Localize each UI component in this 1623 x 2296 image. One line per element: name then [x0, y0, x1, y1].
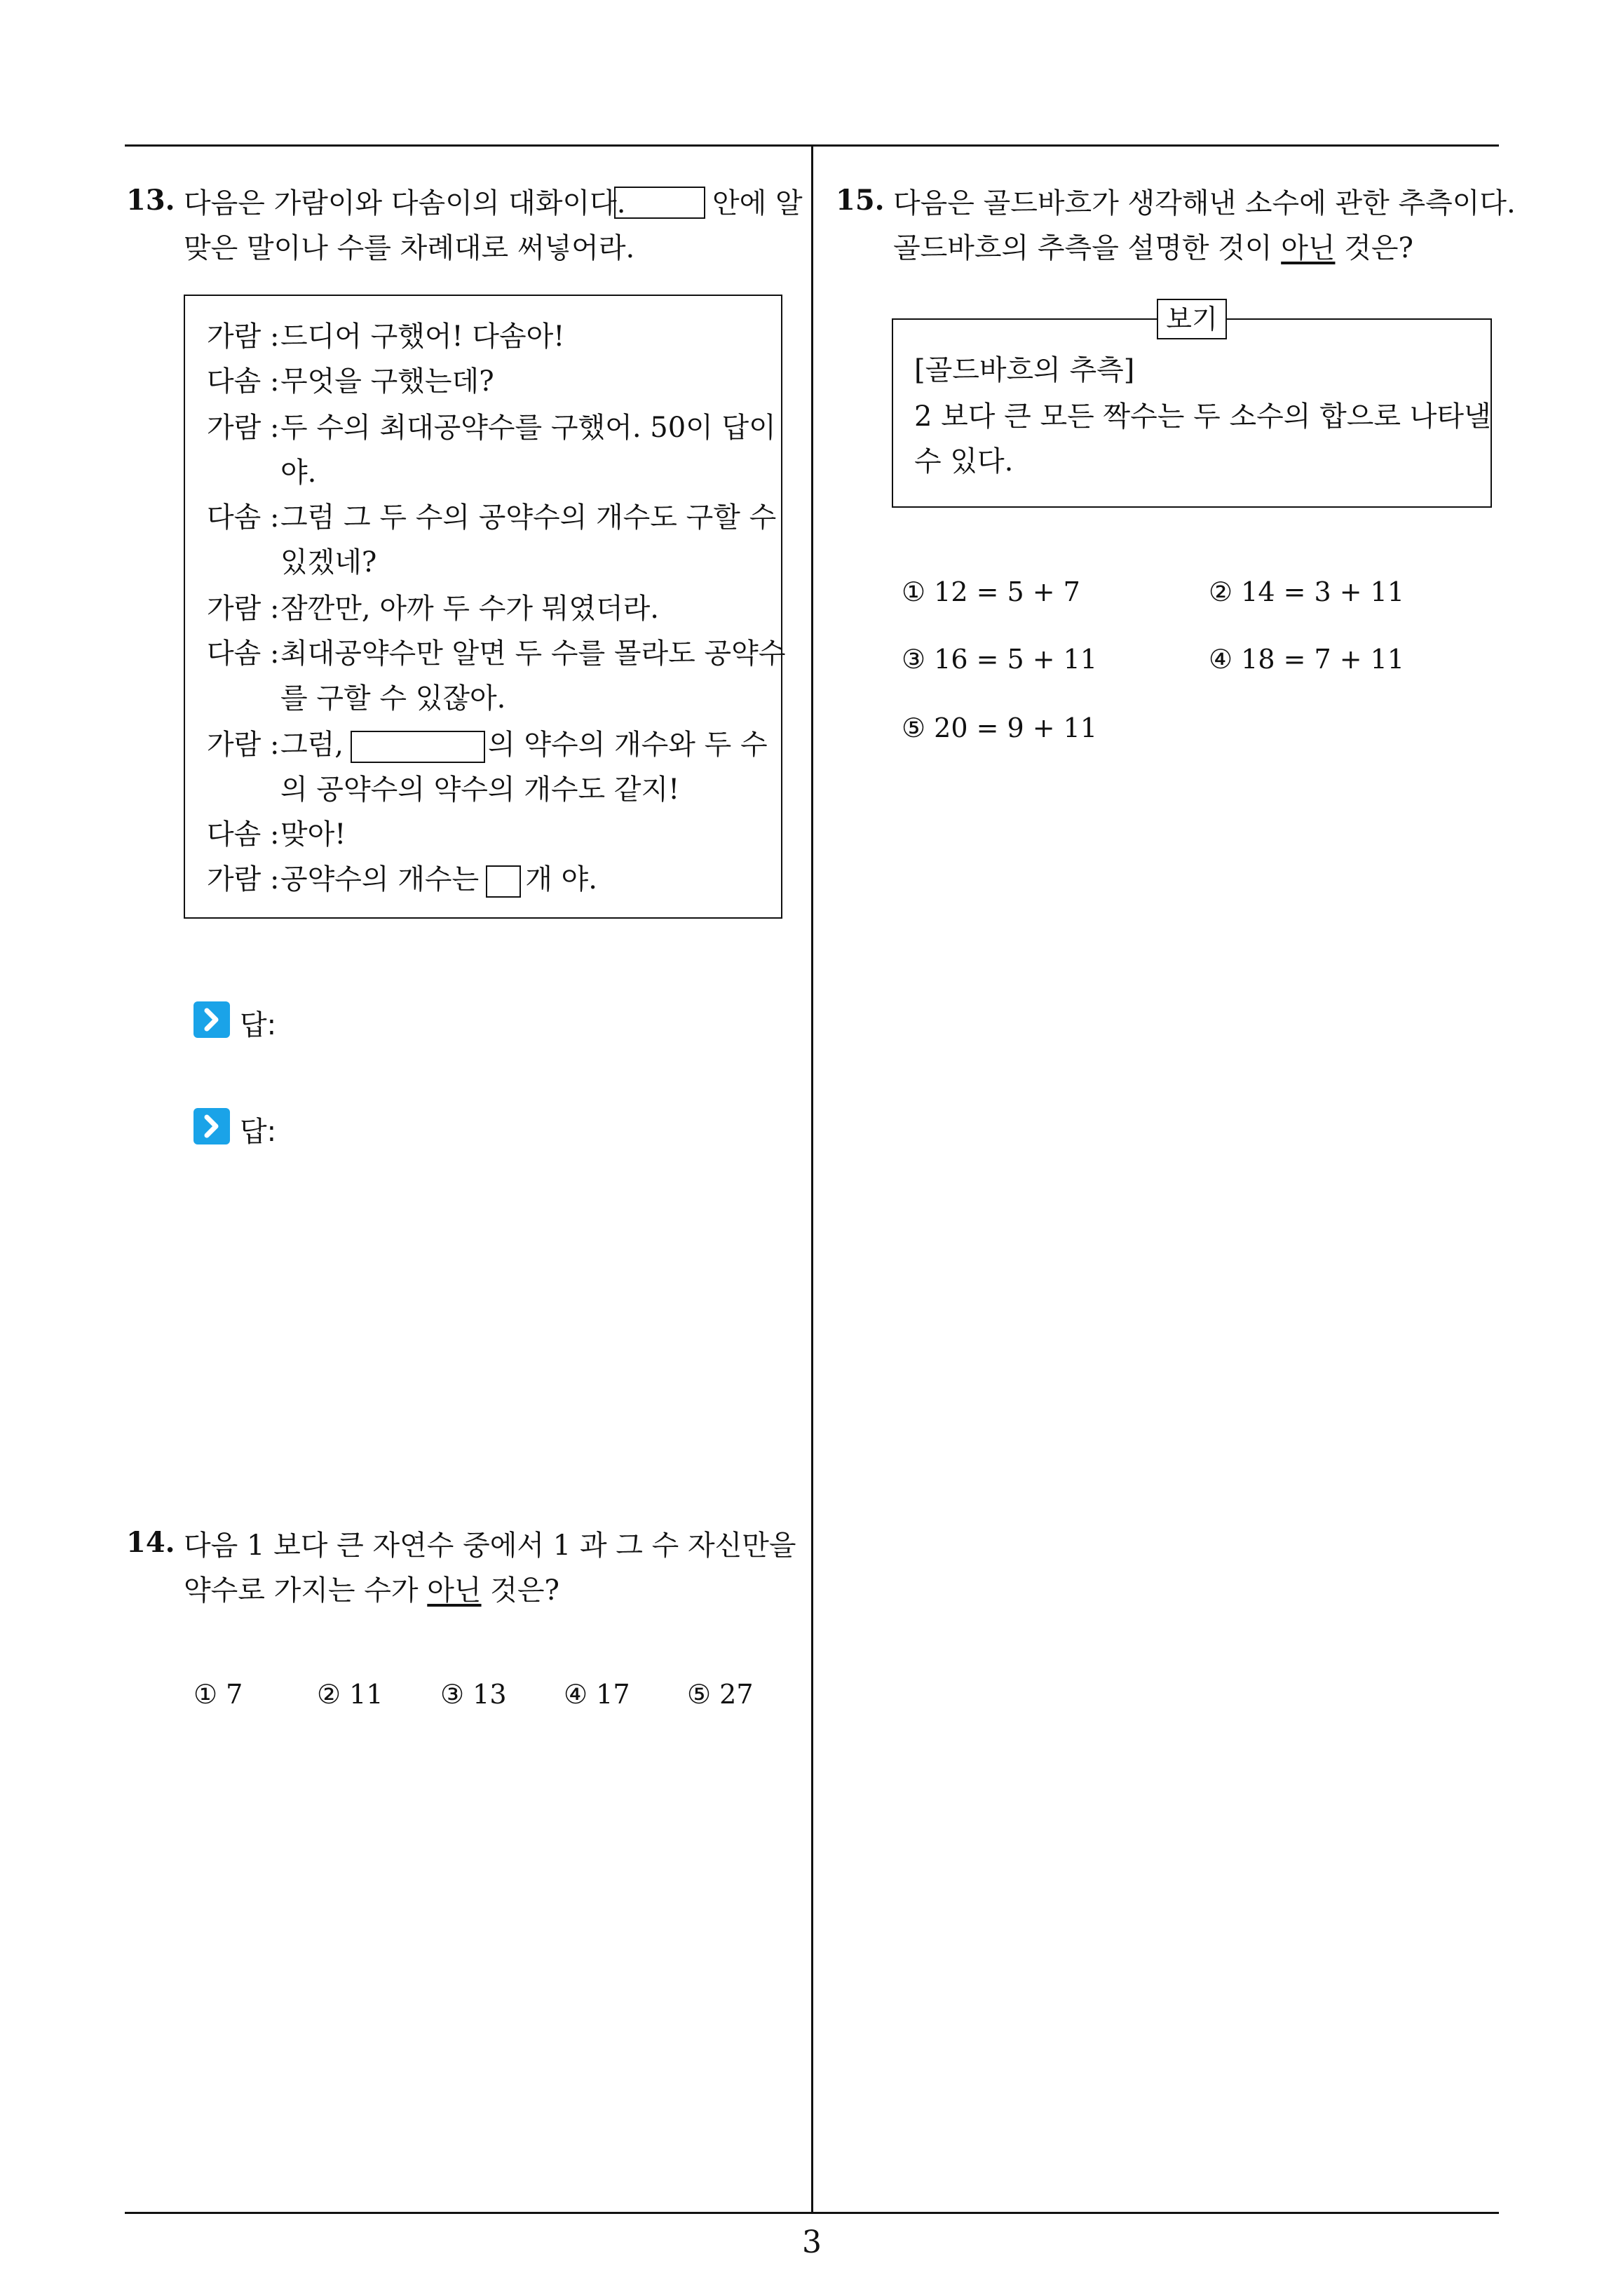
- dialog-text: 최대공약수만 알면 두 수를 몰라도 공약수: [280, 637, 786, 670]
- speaker: 다솜 :: [207, 501, 280, 534]
- speaker: 다솜 :: [207, 637, 280, 670]
- answer-blank: [351, 731, 485, 763]
- dialog-line: [207, 857, 597, 898]
- dialog-text: 있겠네?: [280, 546, 377, 579]
- emphasis-underlined: 아닌: [1281, 232, 1336, 264]
- question-number: 14.: [126, 1526, 175, 1559]
- dialog-text: 무엇을 구했는데?: [280, 365, 494, 398]
- dialog-text: 를 구할 수 있잖아.: [280, 682, 506, 715]
- dialog-text: 맞아!: [280, 818, 346, 851]
- speaker: 가람 :: [207, 729, 280, 761]
- choice-5[interactable]: ⑤ 20 = 9 + 11: [902, 713, 1098, 743]
- dialog-line: [207, 405, 776, 445]
- speaker: 다솜 :: [207, 818, 280, 851]
- choice-2[interactable]: ② 14 = 3 + 11: [1209, 576, 1405, 607]
- dialog-text: 그럼,: [280, 729, 344, 761]
- answer-arrow-icon: [193, 1001, 230, 1038]
- dialog-text: 그럼 그 두 수의 공약수의 개수도 구할 수: [280, 501, 777, 534]
- answer-arrow-icon: [193, 1108, 230, 1144]
- dialog-line: [207, 631, 785, 671]
- speaker: 다솜 :: [207, 365, 280, 398]
- choice-3[interactable]: ③ 13: [440, 1679, 507, 1710]
- choice-4[interactable]: ④ 18 = 7 + 11: [1209, 644, 1405, 675]
- text-part: 것은?: [490, 1574, 560, 1607]
- dialog-line: [207, 812, 346, 852]
- choice-1[interactable]: ① 7: [193, 1679, 243, 1710]
- dialog-line: [280, 540, 376, 580]
- dialog-text: 두 수의 최대공약수를 구했어. 50이 답이: [280, 412, 776, 444]
- page-number: 3: [802, 2224, 822, 2260]
- choice-5[interactable]: ⑤ 27: [687, 1679, 754, 1710]
- speaker: 가람 :: [207, 593, 280, 625]
- bogi-text-line: 수 있다.: [914, 445, 1014, 478]
- answer-blank: [486, 865, 521, 898]
- dialog-text: 야.: [280, 457, 317, 489]
- dialog-line: [207, 495, 776, 535]
- text-part: 것은?: [1344, 232, 1413, 264]
- dialog-text: 잠깐만, 아까 두 수가 뭐였더라.: [280, 593, 659, 625]
- question-text-line: 맞은 말이나 수를 차례대로 써넣어라.: [184, 232, 635, 264]
- dialog-line: [280, 767, 679, 807]
- question-text-line: 다음 1 보다 큰 자연수 중에서 1 과 그 수 자신만을: [184, 1529, 796, 1562]
- question-text-line: [184, 1568, 559, 1613]
- column-divider: [811, 144, 813, 2213]
- answer-blank: [614, 187, 705, 219]
- answer-label: 답:: [240, 1009, 277, 1041]
- bogi-tag: 보기: [1157, 299, 1227, 339]
- emphasis-underlined: 아닌: [427, 1574, 482, 1607]
- dialog-line: [207, 314, 564, 354]
- dialog-text: 드디어 구했어! 다솜아!: [280, 320, 565, 353]
- question-number: 15.: [836, 184, 885, 217]
- choice-2[interactable]: ② 11: [317, 1679, 383, 1710]
- dialog-line: [207, 359, 494, 399]
- dialog-text: 공약수의 개수는: [280, 863, 480, 896]
- speaker: 가람 :: [207, 412, 280, 444]
- question-text-line: 다음은 가람이와 다솜이의 대화이다.: [184, 187, 626, 220]
- question-text-line: 안에 알: [712, 187, 803, 220]
- dialog-text: 의 공약수의 약수의 개수도 같지!: [280, 774, 680, 806]
- choice-3[interactable]: ③ 16 = 5 + 11: [902, 644, 1098, 675]
- question-text-line: 다음은 골드바흐가 생각해낸 소수에 관한 추측이다.: [893, 187, 1516, 220]
- dialog-line: [280, 676, 505, 716]
- speaker: 가람 :: [207, 863, 280, 896]
- bogi-title: [골드바흐의 추측]: [914, 354, 1135, 386]
- dialog-line: [280, 450, 316, 490]
- dialog-line: [207, 586, 659, 626]
- text-part: 골드바흐의 추측을 설명한 것이: [893, 232, 1272, 264]
- bogi-text-line: 2 보다 큰 모든 짝수는 두 소수의 합으로 나타낼: [914, 400, 1491, 433]
- answer-label: 답:: [240, 1116, 277, 1148]
- dialog-line: [207, 722, 768, 763]
- speaker: 가람 :: [207, 320, 280, 353]
- choice-1[interactable]: ① 12 = 5 + 7: [902, 576, 1080, 607]
- dialog-text: 의 약수의 개수와 두 수: [488, 729, 768, 761]
- text-part: 약수로 가지는 수가: [184, 1574, 419, 1607]
- dialog-text: 개 야.: [525, 863, 597, 896]
- bottom-rule: [125, 2212, 1499, 2214]
- choice-4[interactable]: ④ 17: [564, 1679, 630, 1710]
- question-number: 13.: [126, 184, 175, 217]
- question-text-line: [893, 226, 1413, 271]
